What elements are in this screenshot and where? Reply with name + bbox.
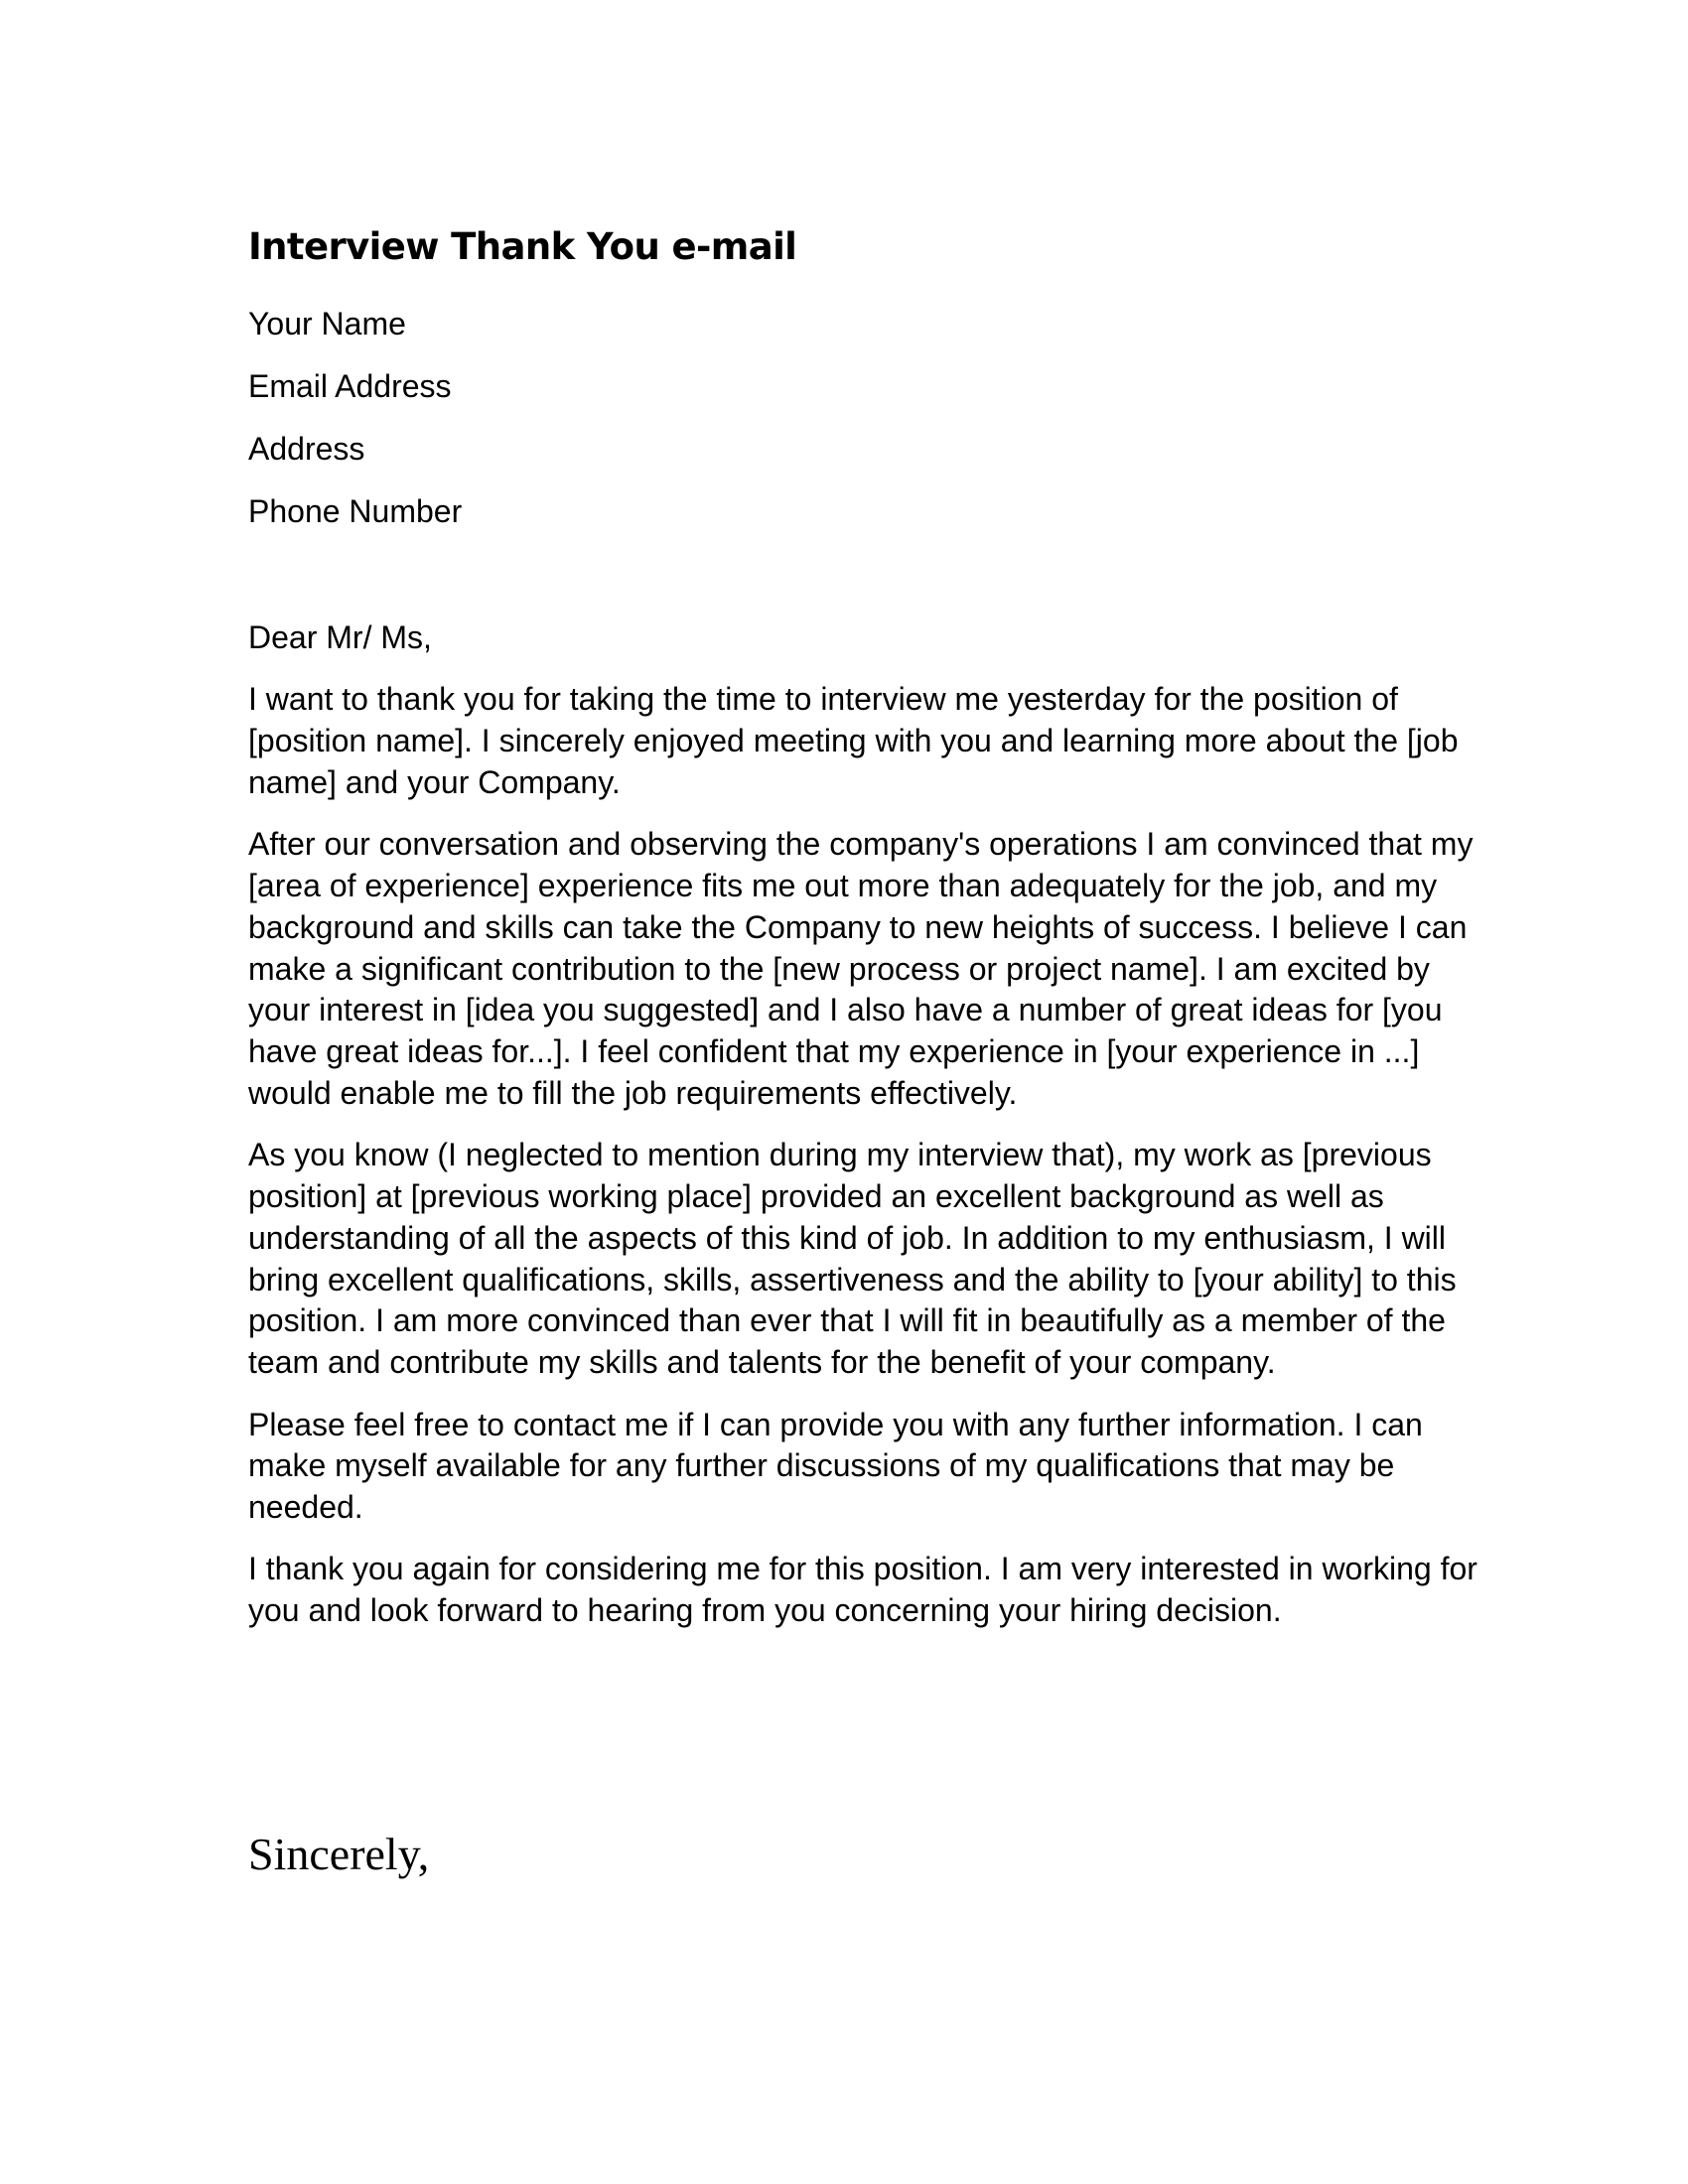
sender-address: Address — [248, 431, 365, 467]
sender-name: Your Name — [248, 306, 406, 341]
paragraph-closing-thanks: I thank you again for considering me for this position. I am very interested in working for you and look forward to hearing from you concerning your hiring decision. — [248, 1551, 1477, 1629]
paragraph-background: As you know (I neglected to mention during my interview that), my work as [previous position] at [previous working place] provided an excellent background as well as understanding of all the aspects of this kind of job. In addition to my enthusiasm, I will bring excellent qualifications, skills, assertiveness and the ability to [your ability] to this position. I am more convinced than ever that I will fit in beautifully as a member of the team and contribute my skills and talents for the benefit of your company. — [248, 1137, 1457, 1381]
sender-email: Email Address — [248, 368, 452, 404]
salutation: Dear Mr/ Ms, — [248, 619, 432, 655]
sender-block — [248, 306, 462, 556]
paragraph-contact: Please feel free to contact me if I can provide you with any further information. I can make myself available for any further discussions of my qualifications that may be needed. — [248, 1406, 1423, 1526]
letter-body — [248, 617, 1479, 1653]
closing: Sincerely, — [248, 1829, 430, 1879]
paragraph-experience: After our conversation and observing the company's operations I am convinced that my [area of experience] experience fits me out more than adequately for the job, and my background and skills can take the Company to new heights of success. I believe I can make a significant contribution to the [new process or project name]. I am excited by your interest in [idea you suggested] and I also have a number of great ideas for [you have great ideas for...]. I feel confident that my experience in [your experience in ...] would enable me to fill the job requirements effectively. — [248, 826, 1474, 1111]
document-title: Interview Thank You e-mail — [248, 225, 797, 268]
paragraph-thanks: I want to thank you for taking the time to interview me yesterday for the position of [position name]. I sincerely enjoyed meeting with you and learning more about the [job name] and your Company. — [248, 681, 1459, 800]
sender-phone: Phone Number — [248, 493, 463, 529]
